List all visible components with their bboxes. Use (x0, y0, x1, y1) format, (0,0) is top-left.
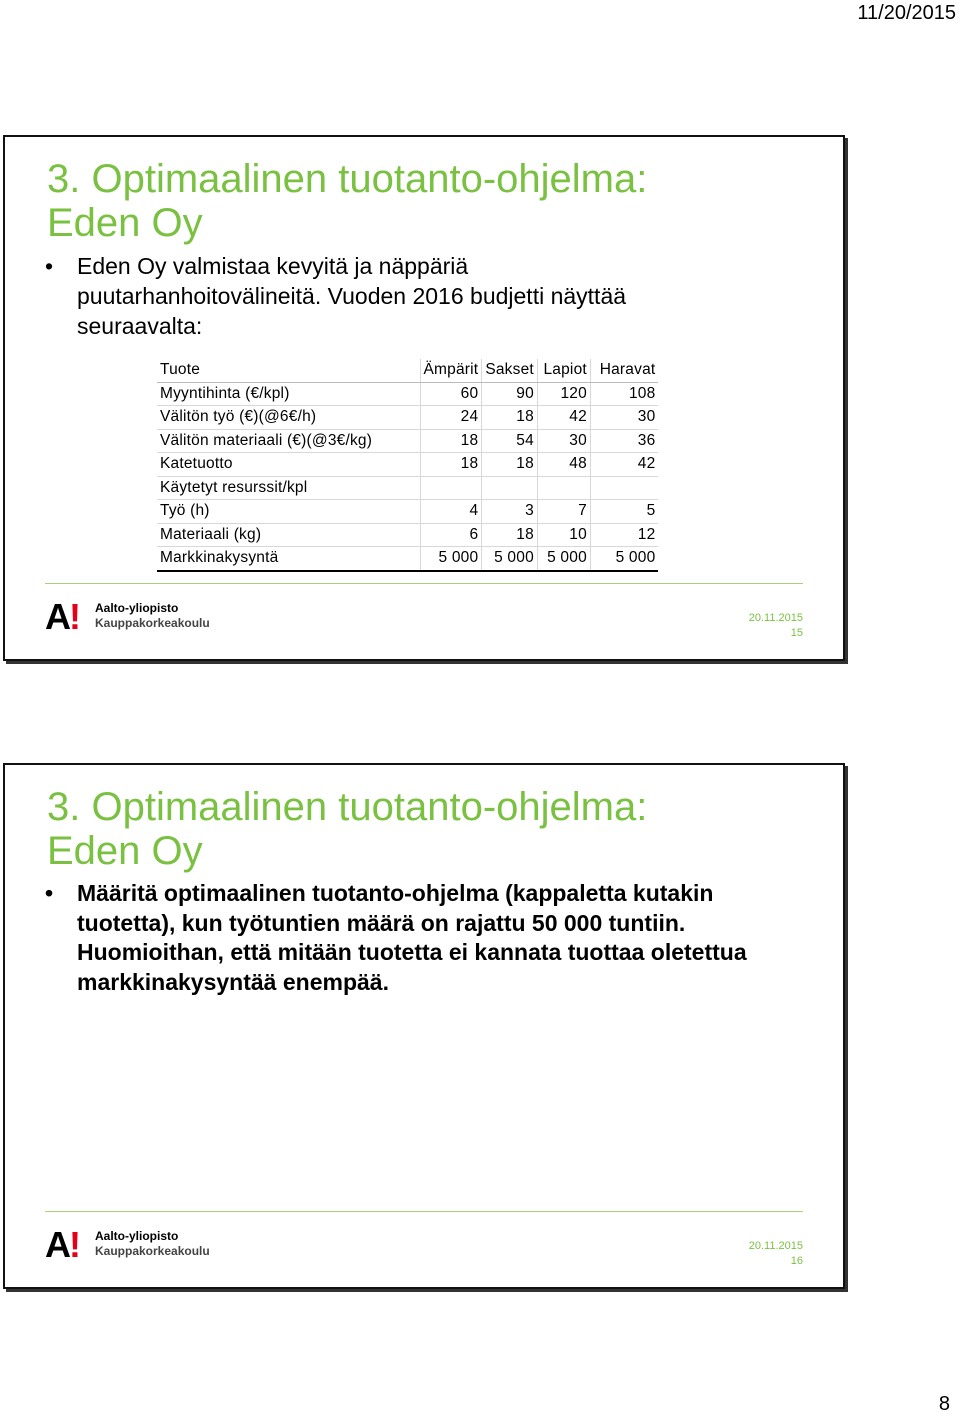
table-cell: 4 (420, 500, 482, 524)
table-cell: 5 000 (590, 547, 658, 571)
bullet-icon: • (45, 880, 54, 906)
table-cell: Markkinakysyntä (157, 547, 420, 571)
slide-number: 15 (790, 627, 803, 639)
table-cell: 54 (482, 429, 538, 453)
table-cell: 18 (420, 429, 482, 453)
bullet-text-line-1: Määritä optimaalinen tuotanto-ohjelma (kappaletta kutakin (77, 880, 714, 906)
table-cell (482, 476, 538, 500)
slide-15 (3, 135, 845, 661)
aalto-logo (45, 597, 245, 637)
table-cell: 18 (482, 523, 538, 547)
table-cell: 120 (537, 382, 590, 406)
bullet-item (45, 251, 805, 341)
table-cell: Materiaali (kg) (157, 523, 420, 547)
table-cell: 18 (420, 453, 482, 477)
table-cell: 5 000 (482, 547, 538, 571)
table-header: Sakset (482, 359, 538, 382)
table-header: Tuote (157, 359, 420, 382)
slide-date: 20.11.2015 (748, 612, 803, 624)
table-cell: 5 (590, 500, 658, 524)
table-cell: 90 (482, 382, 538, 406)
university-name: Aalto-yliopisto (95, 601, 179, 615)
table-cell: 5 000 (537, 547, 590, 571)
table-cell: Katetuotto (157, 453, 420, 477)
table-row (157, 476, 658, 500)
slide-title-line-2: Eden Oy (47, 829, 203, 873)
table-cell (537, 476, 590, 500)
table-cell: 10 (537, 523, 590, 547)
table-cell: 30 (537, 429, 590, 453)
aalto-logo-icon (45, 597, 79, 637)
slide-title-line-1: 3. Optimaalinen tuotanto-ohjelma: (47, 785, 648, 829)
table-row (157, 453, 658, 477)
table-cell: 42 (590, 453, 658, 477)
page-date: 11/20/2015 (857, 2, 956, 24)
table-cell: 42 (537, 406, 590, 430)
table-cell: 6 (420, 523, 482, 547)
table-cell: Myyntihinta (€/kpl) (157, 382, 420, 406)
table-cell: 18 (482, 453, 538, 477)
table-row (157, 429, 658, 453)
table-cell (590, 476, 658, 500)
table-cell: 7 (537, 500, 590, 524)
logo-exclamation: ! (69, 596, 79, 637)
table-cell (420, 476, 482, 500)
table-header: Ämpärit (420, 359, 482, 382)
slide-date: 20.11.2015 (748, 1240, 803, 1252)
footer-divider (45, 583, 803, 584)
table-row (157, 382, 658, 406)
table-cell: 48 (537, 453, 590, 477)
bullet-text-line-2: puutarhanhoitovälineitä. Vuoden 2016 budjetti näyttää (77, 283, 627, 309)
table-cell: Työ (h) (157, 500, 420, 524)
table-cell: 24 (420, 406, 482, 430)
table-header: Lapiot (537, 359, 590, 382)
slide-title (47, 157, 647, 245)
table-cell: 5 000 (420, 547, 482, 571)
bullet-icon: • (45, 253, 54, 279)
table-cell: 36 (590, 429, 658, 453)
table-cell: 18 (482, 406, 538, 430)
logo-exclamation: ! (69, 1224, 79, 1265)
bullet-list (45, 879, 805, 997)
table-cell: 60 (420, 382, 482, 406)
slide-title-line-1: 3. Optimaalinen tuotanto-ohjelma: (47, 157, 648, 201)
budget-table (157, 359, 658, 572)
table-cell: 108 (590, 382, 658, 406)
footer-divider (45, 1211, 803, 1212)
table-cell: 30 (590, 406, 658, 430)
university-name: Aalto-yliopisto (95, 1229, 179, 1243)
table-cell: Välitön materiaali (€)(@3€/kg) (157, 429, 420, 453)
table-cell: 3 (482, 500, 538, 524)
aalto-logo-icon (45, 1225, 79, 1265)
table-cell: Välitön työ (€)(@6€/h) (157, 406, 420, 430)
slide-number: 16 (790, 1255, 803, 1267)
bullet-text-line-3: Huomioithan, että mitään tuotetta ei kannata tuottaa oletettua (77, 939, 747, 965)
table-cell: 12 (590, 523, 658, 547)
table-cell: Käytetyt resurssit/kpl (157, 476, 420, 500)
school-name: Kauppakorkeakoulu (95, 616, 210, 630)
bullet-text-line-3: seuraavalta: (77, 313, 203, 339)
bullet-text-line-2: tuotetta), kun työtuntien määrä on rajattu 50 000 tuntiin. (77, 909, 686, 936)
table-row (157, 523, 658, 547)
table-header-row (157, 359, 658, 382)
table-row (157, 500, 658, 524)
slide-16 (3, 763, 845, 1289)
slide-title-line-2: Eden Oy (47, 201, 203, 245)
aalto-logo (45, 1225, 245, 1265)
logo-letter: A (45, 596, 69, 637)
table-header: Haravat (590, 359, 658, 382)
table-row (157, 406, 658, 430)
bullet-text-line-4: markkinakysyntää enempää. (77, 968, 389, 995)
logo-letter: A (45, 1224, 69, 1265)
bullet-text-line-1: Eden Oy valmistaa kevyitä ja näppäriä (77, 253, 469, 279)
school-name: Kauppakorkeakoulu (95, 1244, 210, 1258)
bullet-list (45, 251, 805, 341)
slide-title (47, 785, 647, 873)
page-number: 8 (938, 1393, 950, 1415)
table-row (157, 547, 658, 571)
bullet-item (45, 879, 805, 997)
